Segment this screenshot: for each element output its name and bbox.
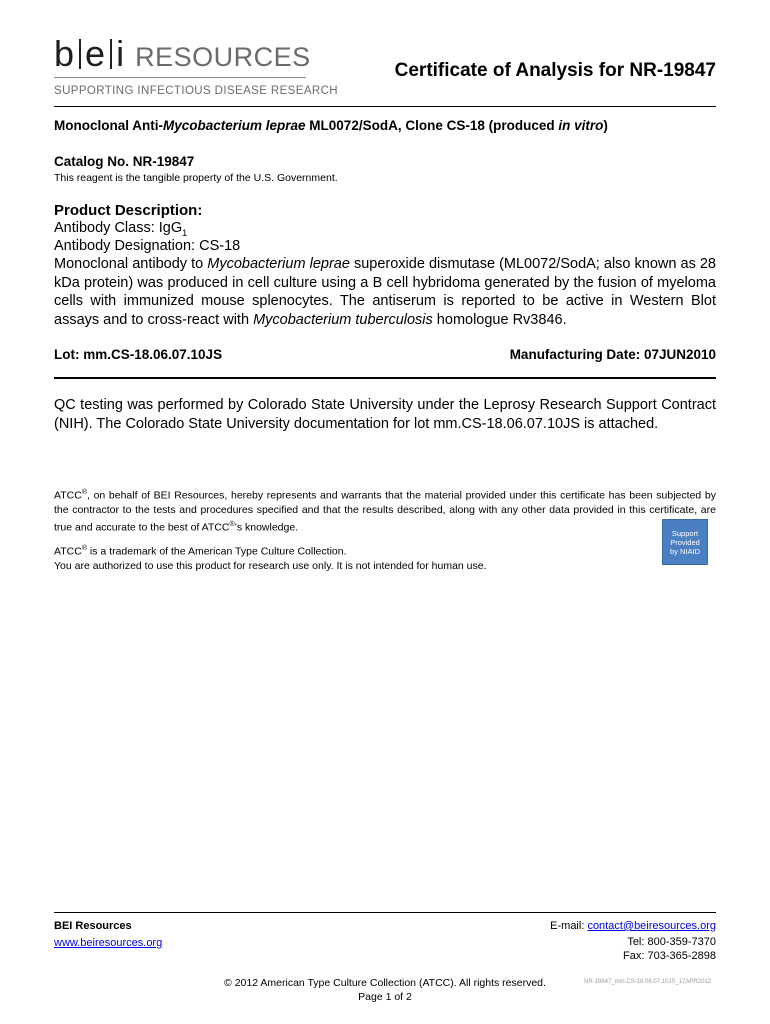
product-title-prefix: Monoclonal Anti- (54, 118, 163, 133)
logo-rule (54, 77, 306, 78)
footer-email-label: E-mail: (550, 920, 588, 932)
description-organism-1: Mycobacterium leprae (207, 256, 350, 272)
manufacturing-date: Manufacturing Date: 07JUN2010 (509, 347, 716, 362)
product-title-invitro: in vitro (558, 118, 604, 133)
antibody-designation: Antibody Designation: CS-18 (54, 238, 241, 254)
government-property-note: This reagent is the tangible property of the U.S. Government. (54, 172, 338, 184)
logo-letter-i: i (116, 33, 126, 74)
description-text-1: Monoclonal antibody to (54, 256, 208, 272)
bei-resources-logo (54, 33, 339, 106)
antibody-class (54, 220, 187, 238)
trademark-statement (54, 542, 487, 574)
product-title (54, 118, 608, 133)
antibody-class-subscript: 1 (182, 227, 188, 238)
footer-website-link[interactable]: www.beiresources.org (54, 937, 163, 949)
lot-number: Lot: mm.CS-18.06.07.10JS (54, 347, 223, 362)
logo-wordmark (54, 33, 311, 74)
product-description-paragraph (54, 255, 716, 329)
footer-email (550, 920, 716, 932)
registered-mark: ® (229, 520, 235, 528)
niaid-badge-line-3: by NIAID (669, 546, 700, 556)
product-title-organism: Mycobacterium leprae (162, 118, 306, 133)
registered-mark: ® (81, 545, 87, 552)
logo-resources-text: RESOURCES (135, 42, 311, 72)
qc-statement: QC testing was performed by Colorado State University under the Leprosy Research Support Contract (NIH). The Colorado State University documentation for lot mm.CS-18.06.07.10JS is attached. (54, 397, 716, 432)
warranty-statement (54, 486, 716, 535)
atcc-name: ATCC (54, 489, 82, 502)
description-text-2: superoxide dismutase (ML0072/SodA; also known as 28 kDa protein) was produced in cell culture using a B cell hybridoma generated by the fusion of myeloma cells with immunized mouse splenocytes. The antiserum is reported to be active in Western Blot assays and to cross-react with (54, 256, 716, 328)
atcc-name: ATCC (54, 545, 82, 558)
warranty-text-1: , on behalf of BEI Resources, hereby represents and warrants that the material provided under this certificate has been subjected by the contractor to the tests and procedures specified and that the results described, along with any other data provided in this certificate, are true and accurate to the best of ATCC (54, 489, 716, 533)
catalog-number: Catalog No. NR-19847 (54, 154, 195, 169)
description-text-3: homologue Rv3846. (432, 311, 567, 328)
logo-tagline: SUPPORTING INFECTIOUS DISEASE RESEARCH (54, 85, 339, 97)
antibody-class-label: Antibody Class: IgG (54, 220, 183, 236)
footer-divider (54, 912, 716, 913)
niaid-badge-line-2: Provided (670, 537, 700, 547)
certificate-title: Certificate of Analysis for NR-19847 (394, 60, 716, 81)
niaid-support-badge (662, 519, 708, 565)
research-use-text: You are authorized to use this product for research use only. It is not intended for human use. (54, 560, 487, 572)
footer-org-name: BEI Resources (54, 920, 132, 932)
logo-divider (110, 39, 112, 69)
product-title-middle: ML0072/SodA, Clone CS-18 (produced (305, 118, 559, 133)
warranty-text-2: ’s knowledge. (234, 521, 299, 533)
copyright-notice: © 2012 American Type Culture Collection (ATCC). All rights reserved. (224, 977, 546, 989)
lot-divider (54, 377, 716, 379)
page-number: Page 1 of 2 (358, 991, 412, 1003)
product-title-suffix: ) (603, 118, 608, 133)
header-divider (54, 106, 716, 107)
logo-divider (79, 39, 81, 69)
logo-letter-e: e (85, 33, 107, 74)
trademark-text: is a trademark of the American Type Culture Collection. (86, 545, 347, 558)
logo-letter-b: b (54, 33, 76, 74)
footer-fax: Fax: 703-365-2898 (623, 950, 716, 962)
footer-email-link[interactable]: contact@beiresources.org (587, 920, 716, 932)
product-description-heading: Product Description: (54, 202, 203, 219)
document-code: NR-19847_mm.CS-18.06.07.10JS_17APR2012 (584, 979, 712, 985)
description-organism-2: Mycobacterium tuberculosis (253, 311, 433, 328)
niaid-badge-line-1: Support (671, 528, 699, 538)
registered-mark: ® (81, 489, 87, 496)
footer-telephone: Tel: 800-359-7370 (627, 936, 716, 948)
